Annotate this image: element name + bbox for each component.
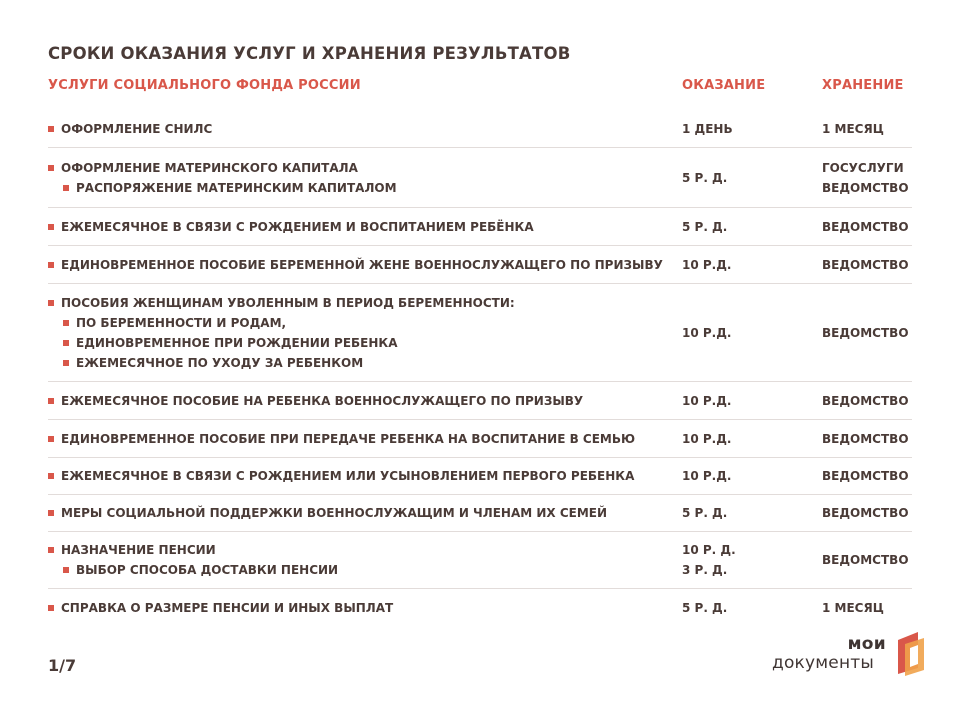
- provision-value: 10 Р. Д.: [682, 543, 736, 557]
- service-item: [48, 255, 682, 275]
- provision-cell: [682, 429, 822, 449]
- bullet-square-icon: [48, 547, 54, 553]
- service-label: ЕЖЕМЕСЯЧНОЕ В СВЯЗИ С РОЖДЕНИЕМ ИЛИ УСЫНОВЛЕНИЕМ ПЕРВОГО РЕБЕНКА: [61, 469, 635, 483]
- bullet-square-icon: [48, 165, 54, 171]
- bullet-square-icon: [63, 567, 69, 573]
- storage-cell: [822, 503, 912, 523]
- service-cell: [48, 158, 682, 198]
- service-cell: [48, 119, 682, 139]
- storage-value: ВЕДОМСТВО: [822, 257, 909, 272]
- service-cell: [48, 217, 682, 237]
- provision-value: 10 Р.Д.: [682, 257, 732, 272]
- services-table: [48, 110, 912, 627]
- moi-dokumenty-logo: [770, 628, 930, 680]
- table-row: [48, 148, 912, 208]
- service-label: МЕРЫ СОЦИАЛЬНОЙ ПОДДЕРЖКИ ВОЕННОСЛУЖАЩИМ И ЧЛЕНАМ ИХ СЕМЕЙ: [61, 506, 608, 520]
- bullet-square-icon: [48, 262, 54, 268]
- storage-value: ГОСУСЛУГИ: [822, 160, 904, 175]
- service-item: [48, 391, 682, 411]
- provision-value: 5 Р. Д.: [682, 170, 728, 185]
- bullet-square-icon: [48, 224, 54, 230]
- page-title: СРОКИ ОКАЗАНИЯ УСЛУГ И ХРАНЕНИЯ РЕЗУЛЬТАТОВ: [48, 44, 571, 63]
- bullet-square-icon: [48, 300, 54, 306]
- storage-cell: [822, 391, 912, 411]
- bullet-square-icon: [48, 436, 54, 442]
- service-label: ОФОРМЛЕНИЕ МАТЕРИНСКОГО КАПИТАЛА: [61, 160, 358, 175]
- service-label: ЕДИНОВРЕМЕННОЕ ПРИ РОЖДЕНИИ РЕБЕНКА: [76, 335, 398, 350]
- table-row: [48, 420, 912, 458]
- storage-cell: [822, 323, 912, 343]
- service-item: [48, 119, 682, 139]
- provision-value: 10 Р.Д.: [682, 431, 732, 446]
- table-row: [48, 110, 912, 148]
- service-label: ЕДИНОВРЕМЕННОЕ ПОСОБИЕ БЕРЕМЕННОЙ ЖЕНЕ ВОЕННОСЛУЖАЩЕГО ПО ПРИЗЫВУ: [61, 257, 663, 272]
- storage-cell: [822, 158, 912, 198]
- table-row: [48, 382, 912, 420]
- storage-value: 1 МЕСЯЦ: [822, 601, 884, 615]
- service-label: РАСПОРЯЖЕНИЕ МАТЕРИНСКИМ КАПИТАЛОМ: [76, 180, 397, 195]
- column-header-service: УСЛУГИ СОЦИАЛЬНОГО ФОНДА РОССИИ: [48, 78, 361, 93]
- service-label: ОФОРМЛЕНИЕ СНИЛС: [61, 121, 213, 136]
- provision-cell: [682, 503, 822, 523]
- service-label: ЕЖЕМЕСЯЧНОЕ ПО УХОДУ ЗА РЕБЕНКОМ: [76, 355, 364, 370]
- service-item: [48, 429, 682, 449]
- bullet-square-icon: [48, 605, 54, 611]
- sub-service-item: [48, 560, 682, 580]
- sub-service-item: [48, 333, 682, 353]
- bullet-square-icon: [63, 360, 69, 366]
- storage-value: ВЕДОМСТВО: [822, 431, 909, 446]
- table-row: [48, 458, 912, 495]
- bullet-square-icon: [48, 126, 54, 132]
- service-item: [48, 540, 682, 560]
- service-label: ЕЖЕМЕСЯЧНОЕ В СВЯЗИ С РОЖДЕНИЕМ И ВОСПИТАНИЕМ РЕБЁНКА: [61, 219, 534, 234]
- bullet-square-icon: [48, 510, 54, 516]
- page-number: 1/7: [48, 656, 77, 675]
- column-header-storage: ХРАНЕНИЕ: [822, 78, 904, 93]
- storage-value: ВЕДОМСТВО: [822, 553, 909, 567]
- storage-value: ВЕДОМСТВО: [822, 469, 909, 483]
- storage-cell: [822, 429, 912, 449]
- storage-cell: [822, 217, 912, 237]
- service-cell: [48, 391, 682, 411]
- service-item: [48, 466, 682, 486]
- storage-cell: [822, 550, 912, 570]
- service-label: СПРАВКА О РАЗМЕРЕ ПЕНСИИ И ИНЫХ ВЫПЛАТ: [61, 601, 394, 615]
- provision-cell: [682, 119, 822, 139]
- table-row: [48, 495, 912, 532]
- service-item: [48, 217, 682, 237]
- table-header: [48, 78, 912, 98]
- provision-value: 5 Р. Д.: [682, 601, 728, 615]
- service-cell: [48, 466, 682, 486]
- sub-service-item: [48, 178, 682, 198]
- storage-value: 1 МЕСЯЦ: [822, 121, 884, 136]
- bullet-square-icon: [48, 473, 54, 479]
- service-item: [48, 293, 682, 313]
- storage-value: ВЕДОМСТВО: [822, 506, 909, 520]
- bullet-square-icon: [63, 340, 69, 346]
- provision-value: 5 Р. Д.: [682, 219, 728, 234]
- bullet-square-icon: [63, 320, 69, 326]
- service-cell: [48, 429, 682, 449]
- provision-value: 3 Р. Д.: [682, 563, 728, 577]
- provision-cell: [682, 466, 822, 486]
- storage-value: ВЕДОМСТВО: [822, 180, 909, 195]
- column-header-provision: ОКАЗАНИЕ: [682, 78, 766, 93]
- storage-value: ВЕДОМСТВО: [822, 393, 909, 408]
- logo-text-top: мои: [847, 634, 886, 654]
- storage-cell: [822, 598, 912, 618]
- service-item: [48, 158, 682, 178]
- provision-cell: [682, 217, 822, 237]
- service-label: ВЫБОР СПОСОБА ДОСТАВКИ ПЕНСИИ: [76, 563, 339, 577]
- service-label: НАЗНАЧЕНИЕ ПЕНСИИ: [61, 543, 216, 557]
- service-item: [48, 503, 682, 523]
- table-row: [48, 589, 912, 627]
- sub-service-item: [48, 313, 682, 333]
- service-item: [48, 598, 682, 618]
- provision-cell: [682, 323, 822, 343]
- provision-value: 10 Р.Д.: [682, 393, 732, 408]
- service-label: ЕДИНОВРЕМЕННОЕ ПОСОБИЕ ПРИ ПЕРЕДАЧЕ РЕБЕНКА НА ВОСПИТАНИЕ В СЕМЬЮ: [61, 431, 636, 446]
- bullet-square-icon: [63, 185, 69, 191]
- table-row: [48, 532, 912, 589]
- service-cell: [48, 255, 682, 275]
- storage-cell: [822, 466, 912, 486]
- provision-cell: [682, 598, 822, 618]
- provision-value: 10 Р.Д.: [682, 325, 732, 340]
- provision-cell: [682, 391, 822, 411]
- service-cell: [48, 503, 682, 523]
- bullet-square-icon: [48, 398, 54, 404]
- sub-service-item: [48, 353, 682, 373]
- provision-cell: [682, 255, 822, 275]
- logo-mark-icon: [892, 630, 930, 676]
- provision-value: 1 ДЕНЬ: [682, 121, 733, 136]
- provision-value: 10 Р.Д.: [682, 469, 732, 483]
- provision-value: 5 Р. Д.: [682, 506, 728, 520]
- storage-cell: [822, 119, 912, 139]
- service-label: ПОСОБИЯ ЖЕНЩИНАМ УВОЛЕННЫМ В ПЕРИОД БЕРЕМЕННОСТИ:: [61, 295, 515, 310]
- table-row: [48, 246, 912, 284]
- service-cell: [48, 540, 682, 580]
- provision-cell: [682, 168, 822, 188]
- storage-value: ВЕДОМСТВО: [822, 325, 909, 340]
- table-row: [48, 208, 912, 246]
- service-cell: [48, 293, 682, 373]
- service-label: ПО БЕРЕМЕННОСТИ И РОДАМ,: [76, 315, 287, 330]
- table-row: [48, 284, 912, 382]
- logo-text-bottom: документы: [772, 653, 875, 673]
- provision-cell: [682, 540, 822, 580]
- service-label: ЕЖЕМЕСЯЧНОЕ ПОСОБИЕ НА РЕБЕНКА ВОЕННОСЛУЖАЩЕГО ПО ПРИЗЫВУ: [61, 393, 584, 408]
- storage-cell: [822, 255, 912, 275]
- service-cell: [48, 598, 682, 618]
- storage-value: ВЕДОМСТВО: [822, 219, 909, 234]
